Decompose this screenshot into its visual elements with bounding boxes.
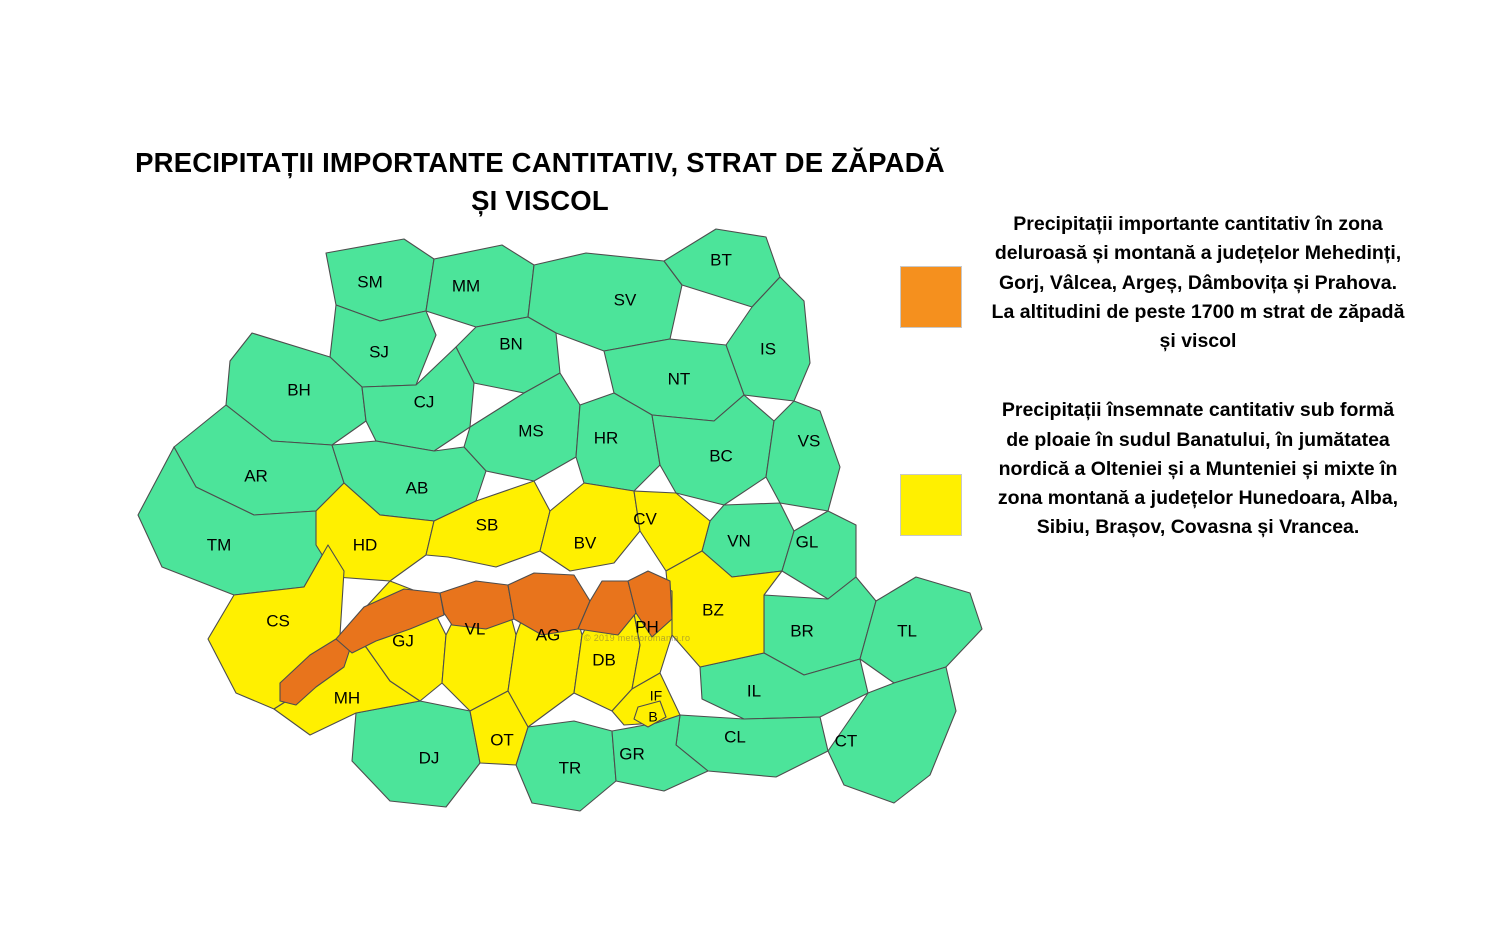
county-dj[interactable] [352,701,480,807]
label-bv: BV [573,533,597,553]
label-sb: SB [475,515,499,535]
map-svg [104,215,984,835]
label-br: BR [790,621,814,641]
label-db: DB [592,650,616,670]
county-vs[interactable] [766,401,840,511]
county-bv[interactable] [540,483,640,571]
label-hr: HR [593,428,619,448]
label-ag: AG [535,625,561,645]
legend-swatch-yellow [900,474,962,536]
label-bz: BZ [702,600,724,620]
label-gl: GL [795,532,819,552]
label-if: IF [649,687,663,704]
label-mh: MH [333,688,361,708]
label-tl: TL [897,621,917,641]
label-nt: NT [667,369,691,389]
label-cv: CV [633,509,657,529]
label-bt: BT [710,250,732,270]
label-dj: DJ [418,748,440,768]
label-ar: AR [244,466,268,486]
romania-county-map [104,215,984,835]
label-sv: SV [613,290,637,310]
label-ab: AB [405,478,429,498]
legend-text-yellow: Precipitații însemnate cantitativ sub formă de ploaie în sudul Banatului, în jumătatea nordică a Olteniei și a Munteniei și mixte în zona montană a județelor Hunedoara, Alba, Sibiu, Brașov, Covasna și Vrancea. [997,399,1399,539]
label-sm: SM [357,272,383,292]
label-ot: OT [490,730,514,750]
label-ct: CT [834,731,858,751]
orange-band-valcea[interactable] [440,581,514,629]
legend-item-orange [900,210,1420,356]
label-gr: GR [619,744,645,764]
county-tr[interactable] [516,721,616,811]
legend-swatch-orange [900,266,962,328]
map-watermark: © 2019 meteoromania.ro [584,633,691,643]
label-vl: VL [464,619,486,639]
label-il: IL [746,681,762,701]
label-gj: GJ [392,631,414,651]
legend-text-orange: Precipitații importante cantitativ în zona deluroasă și montană a județelor Mehedinți, Gorj, Vâlcea, Argeș, Dâmbovița și Prahova. La altitudini de peste 1700 m strat de zăpadă și viscol [991,213,1405,352]
label-b: B [648,708,658,725]
label-ms: MS [518,421,544,441]
label-cs: CS [266,611,290,631]
label-vn: VN [727,531,751,551]
label-is: IS [759,339,777,359]
legend-item-yellow [900,396,1420,542]
label-tm: TM [206,535,232,555]
label-bh: BH [287,380,311,400]
county-mm[interactable] [426,245,534,327]
page-title: PRECIPITAȚII IMPORTANTE CANTITATIV, STRAT DE ZĂPADĂ ȘI VISCOL [135,147,945,217]
label-mm: MM [451,276,481,296]
label-hd: HD [352,535,378,555]
label-cl: CL [724,727,746,747]
label-vs: VS [797,431,821,451]
label-cj: CJ [413,392,435,412]
label-bc: BC [709,446,733,466]
county-tl[interactable] [860,577,982,683]
label-sj: SJ [369,342,389,362]
label-bn: BN [499,334,523,354]
legend [900,210,1420,583]
label-tr: TR [558,758,582,778]
label-ph: PH [635,617,659,637]
